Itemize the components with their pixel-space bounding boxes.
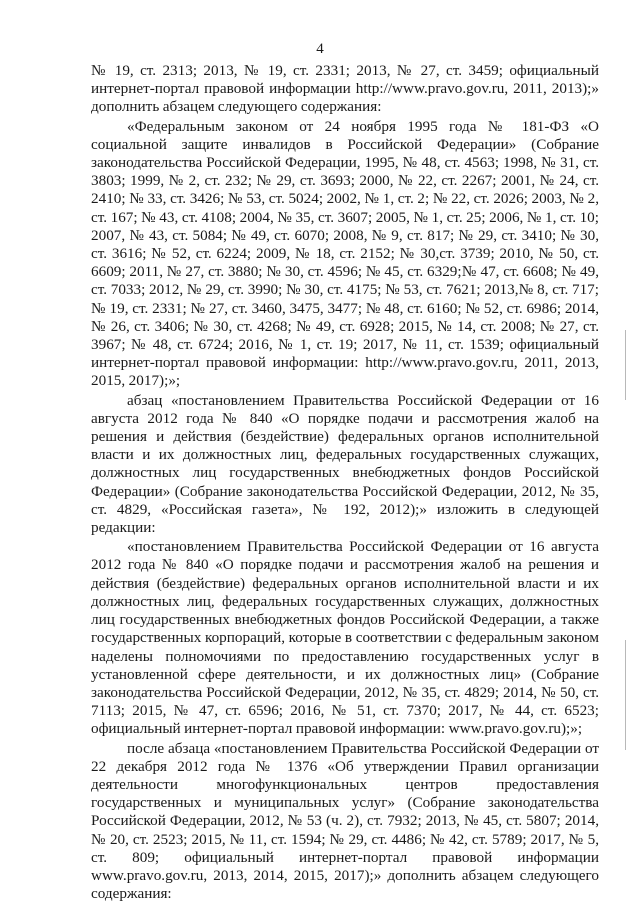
paragraph-resolution-840-new: «постановлением Правительства Российской Федерации от 16 августа 2012 года № 840 «О порядке подачи и рассмотрения жалоб на решения и действия (бездействие) федеральных органов исполнительной власти и их должностных лиц, федеральных государственных служащих, должностных лиц государственных внебюджетных фондов Российской Федерации, а также государственных корпораций, которые в соответствии с федеральным законом наделены полномочиями по предоставлению государственных услуг в установленной сфере деятельности, и их должностных лиц» (Собрание законодательства Российской Федерации, 2012, № 35, ст. 4829; 2014, № 50, ст. 7113; 2015, № 47, ст. 6596; 2016, № 51, ст. 7370; 2017, № 44, ст. 6523; официальный интернет-портал правовой информации: www.pravo.gov.ru);»; [91, 538, 599, 738]
paragraph-law-181-fz: «Федеральным законом от 24 ноября 1995 года № 181-ФЗ «О социальной защите инвалидов в Российской Федерации» (Собрание законодательства Российской Федерации, 1995, № 48, ст. 4563; 1998, № 31, ст. 3803; 1999, № 2, ст. 232; № 29, ст. 3693; 2000, № 22, ст. 2267; 2001, № 24, ст. 2410; № 33, ст. 3426; № 53, ст. 5024; 2002, № 1, ст. 2; № 22, ст. 2026; 2003, № 2, ст. 167; № 43, ст. 4108; 2004, № 35, ст. 3607; 2005, № 1, ст. 25; 2006, № 1, ст. 10; 2007, № 43, ст. 5084; № 49, ст. 6070; 2008, № 9, ст. 817; № 29, ст. 3410; № 30, ст. 3616; № 52, ст. 6224; 2009, № 18, ст. 2152; № 30,ст. 3739; 2010, № 50, ст. 6609; 2011, № 27, ст. 3880; № 30, ст. 4596; № 45, ст. 6329;№ 47, ст. 6608; № 49, ст. 7033; 2012, № 29, ст. 3990; № 30, ст. 4175; № 53, ст. 7621; 2013,№ 8, ст. 717; № 19, ст. 2331; № 27, ст. 3460, 3475, 3477; № 48, ст. 6160; № 52, ст. 6986; 2014, № 26, ст. 3406; № 30, ст. 4268; № 49, ст. 6928; 2015, № 14, ст. 2008; № 27, ст. 3967; № 48, ст. 6724; 2016, № 1, ст. 19; 2017, № 11, ст. 1539; официальный интернет-портал правовой информации: http://www.pravo.gov.ru, 2011, 2013, 2015, 2017);»; [91, 117, 599, 390]
paragraph-resolution-840-old: абзац «постановлением Правительства Российской Федерации от 16 августа 2012 года № 840 «О порядке подачи и рассмотрения жалоб на решения и действия (бездействие) федеральных органов исполнительной власти и их должностных лиц, федеральных государственных служащих, должностных лиц государственных внебюджетных фондов Российской Федерации» (Собрание законодательства Российской Федерации, 2012, № 35, ст. 4829, «Российская газета», № 192, 2012);» изложить в следующей редакции: [91, 391, 599, 537]
scan-edge-mark [625, 640, 626, 750]
paragraph-continuation: № 19, ст. 2313; 2013, № 19, ст. 2331; 2013, № 27, ст. 3459; официальный интернет-портал правовой информации http://www.pravo.gov.ru, 2011, 2013);» дополнить абзацем следующего содержания: [91, 62, 599, 116]
paragraph-resolution-1376: после абзаца «постановлением Правительства Российской Федерации от 22 декабря 2012 года № 1376 «Об утверждении Правил организации деятельности многофункциональных центров предоставления государственных и муниципальных услуг» (Собрание законодательства Российской Федерации, 2012, № 53 (ч. 2), ст. 7932; 2013, № 45, ст. 5807; 2014, № 20, ст. 2523; 2015, № 11, ст. 1594; № 29, ст. 4486; № 42, ст. 5789; 2017, № 5, ст. 809; официальный интернет-портал правовой информации www.pravo.gov.ru, 2013, 2014, 2015, 2017);» дополнить абзацем следующего содержания: [91, 739, 599, 903]
document-body [91, 62, 599, 903]
scan-edge-mark [625, 330, 626, 400]
page-number: 4 [316, 41, 324, 57]
